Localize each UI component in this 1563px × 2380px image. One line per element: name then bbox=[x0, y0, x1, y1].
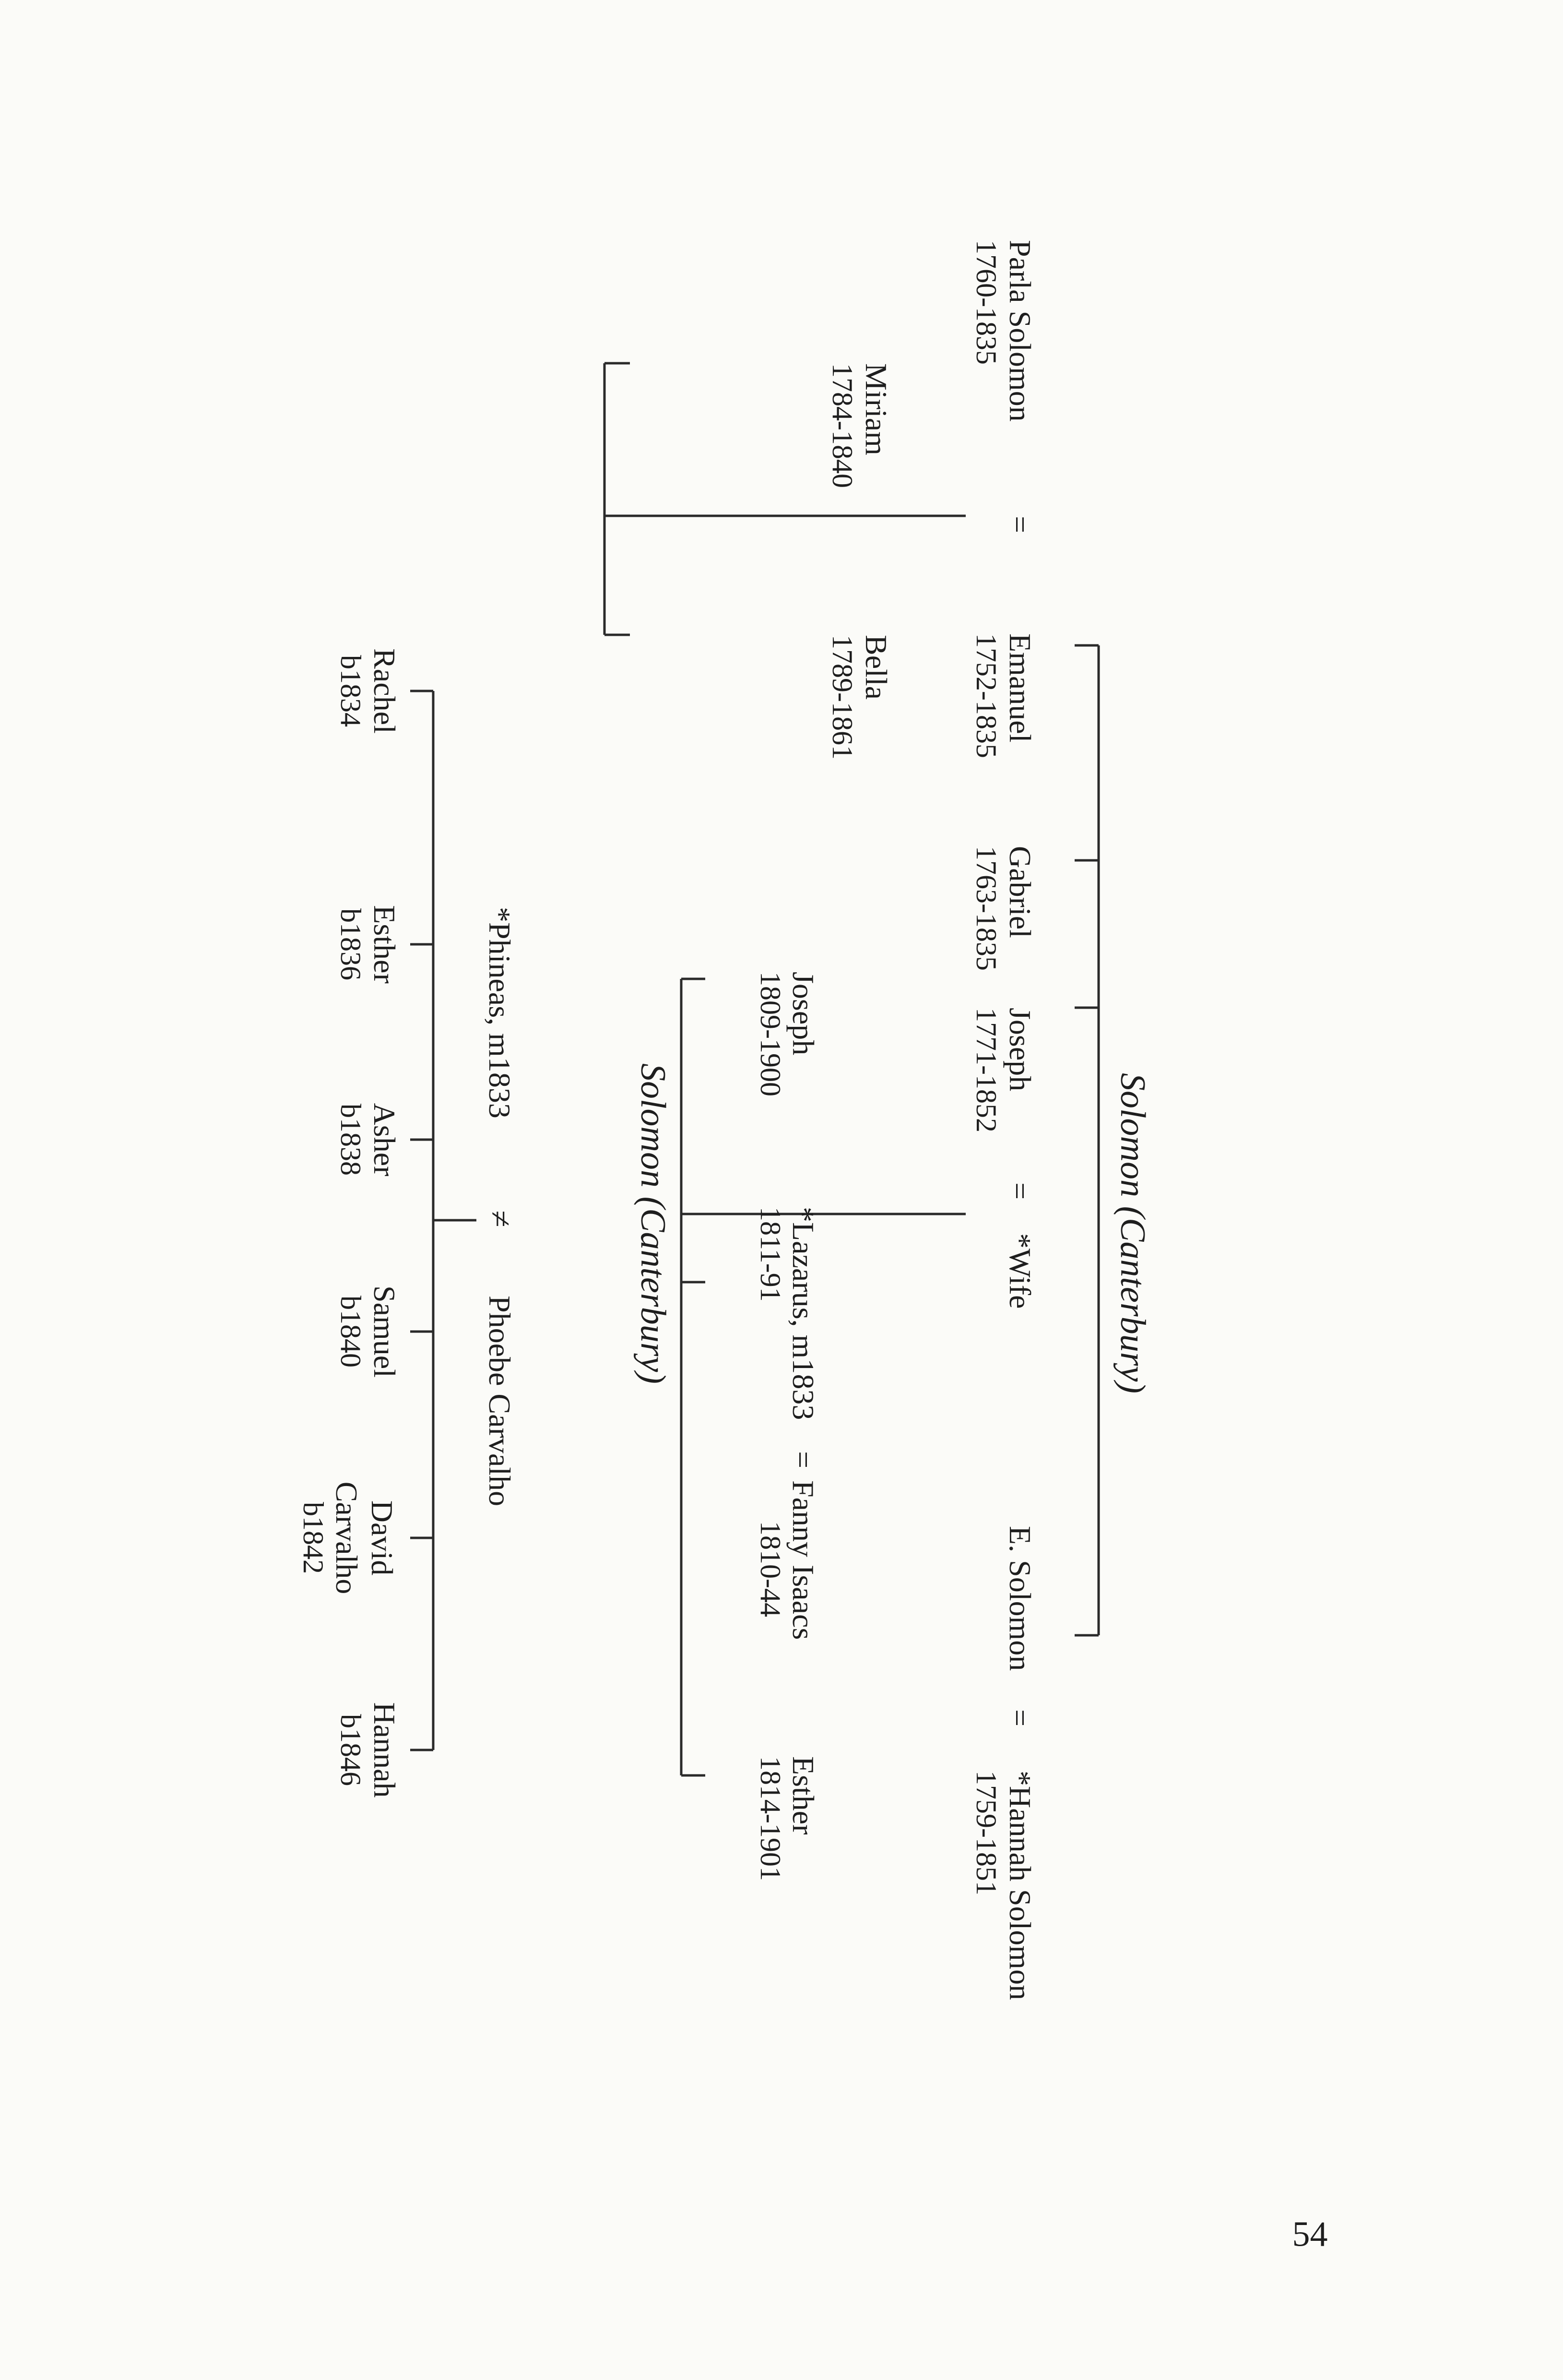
child-dates: b1842 bbox=[297, 1502, 329, 1574]
fanny-isaacs-name: Fanny Isaacs bbox=[786, 1480, 820, 1640]
emanuel-name: Emanuel bbox=[1003, 633, 1037, 743]
gabriel-name: Gabriel bbox=[1003, 846, 1037, 938]
equals-symbol: = bbox=[1003, 1709, 1037, 1727]
lazarus-dates: 1811-91 bbox=[755, 1207, 786, 1302]
equals-symbol: = bbox=[1003, 515, 1037, 534]
child-name: Hannah bbox=[367, 1702, 402, 1798]
joseph-jr-dates: 1809-1900 bbox=[755, 972, 786, 1096]
wife-name: *Wife bbox=[1003, 1233, 1037, 1309]
tree2-heading: Solomon (Canterbury) bbox=[633, 1063, 673, 1384]
esther-dates: 1814-1901 bbox=[755, 1756, 786, 1881]
fanny-isaacs-dates: 1810-44 bbox=[755, 1521, 786, 1617]
child-dates: b1838 bbox=[335, 1104, 367, 1176]
joseph-sr-dates: 1771-1852 bbox=[971, 1008, 1002, 1132]
equals-symbol: = bbox=[786, 1451, 820, 1469]
esther-name: Esther bbox=[786, 1756, 820, 1835]
gabriel-dates: 1763-1835 bbox=[971, 846, 1002, 971]
phoebe-name: Phoebe Carvalho bbox=[483, 1296, 517, 1506]
parla-dates: 1760-1835 bbox=[971, 240, 1002, 365]
joseph-jr-name: Joseph bbox=[786, 972, 820, 1056]
hannah-solomon-dates: 1759-1851 bbox=[971, 1771, 1002, 1895]
child-dates: b1846 bbox=[335, 1714, 367, 1786]
child-name: Rachel bbox=[367, 648, 402, 734]
child-name: David Carvalho bbox=[330, 1481, 399, 1595]
child-dates: b1840 bbox=[335, 1296, 367, 1368]
equals-symbol: = bbox=[1003, 1182, 1037, 1200]
parla-name: Parla Solomon bbox=[1003, 240, 1037, 422]
joseph-sr-name: Joseph bbox=[1003, 1008, 1037, 1092]
emanuel-dates: 1752-1835 bbox=[971, 633, 1002, 758]
child-dates: b1836 bbox=[335, 908, 367, 980]
lazarus-name: *Lazarus, m1833 bbox=[786, 1207, 820, 1420]
page-number: 54 bbox=[1292, 2214, 1328, 2254]
child-name: Samuel bbox=[367, 1285, 402, 1378]
divorce-symbol: ≠ bbox=[484, 1210, 518, 1227]
phineas-name: *Phineas, m1833 bbox=[483, 907, 517, 1119]
miriam-dates: 1784-1840 bbox=[827, 363, 858, 488]
e-solomon-name: E. Solomon bbox=[1003, 1526, 1037, 1671]
child-name: Esther bbox=[367, 905, 402, 984]
bella-dates: 1789-1861 bbox=[827, 635, 858, 760]
child-name: Asher bbox=[367, 1103, 402, 1177]
hannah-solomon-name: *Hannah Solomon bbox=[1003, 1771, 1037, 2000]
child-dates: b1834 bbox=[335, 655, 367, 727]
miriam-name: Miriam bbox=[859, 363, 893, 455]
bella-name: Bella bbox=[859, 635, 893, 700]
tree1-heading: Solomon (Canterbury) bbox=[1113, 1073, 1152, 1393]
